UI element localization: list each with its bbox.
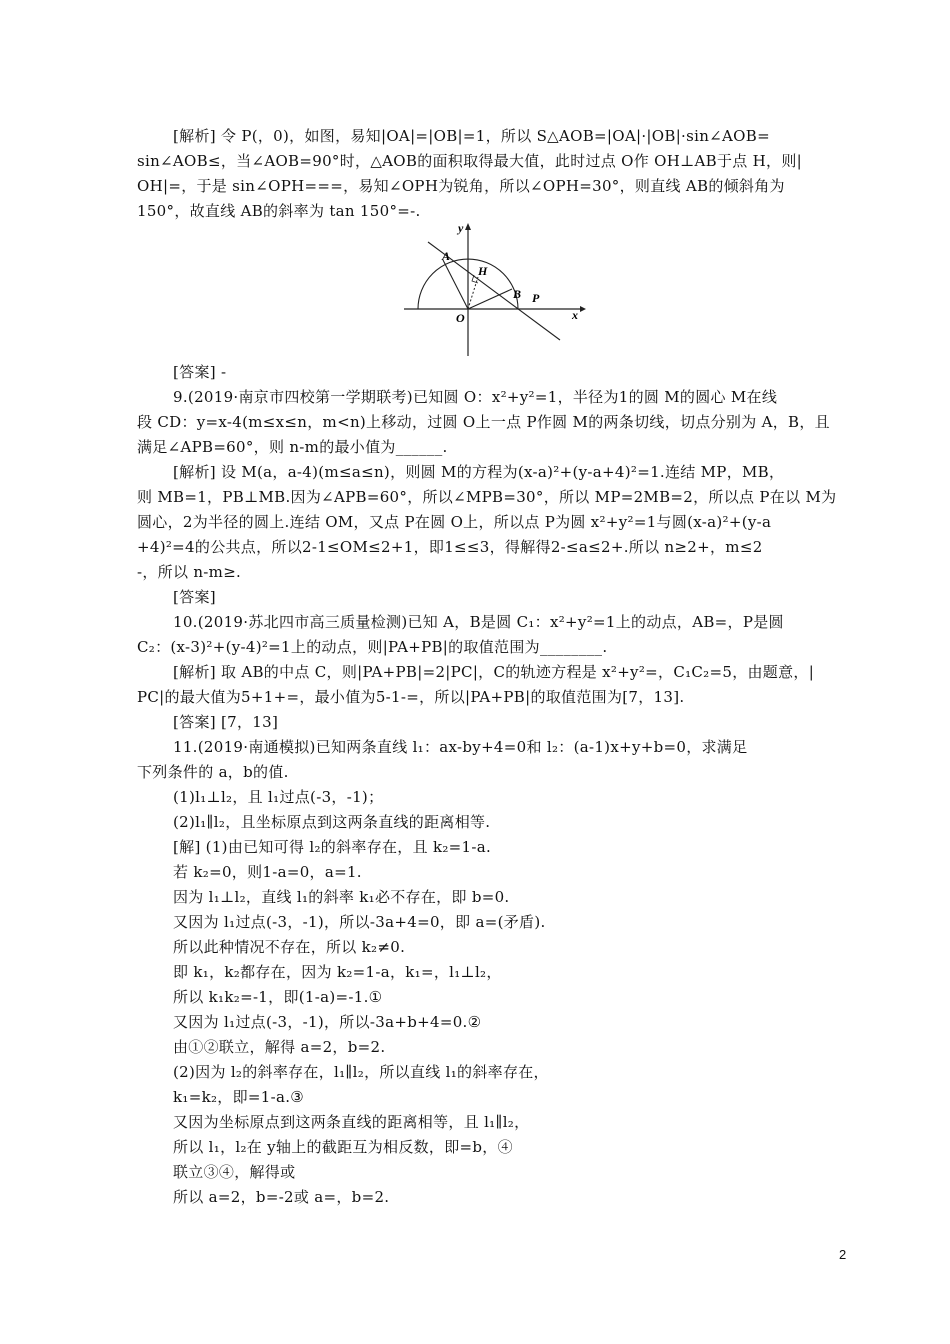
text-line: k₁=k₂，即=1-a.③: [173, 1088, 305, 1106]
label-b: B: [513, 287, 522, 301]
segment-oa: [443, 260, 468, 309]
text-line: PC|的最大值为5+1+=，最小值为5-1-=，所以|PA+PB|的取值范围为[7，13].: [137, 688, 685, 706]
text-line: 所以 k₁k₂=-1，即(1-a)=-1.①: [173, 988, 383, 1006]
page-number: 2: [839, 1247, 847, 1262]
text-line: 又因为 l₁过点(-3，-1)，所以-3a+4=0，即 a=(矛盾).: [173, 913, 546, 931]
text-line: 又因为坐标原点到这两条直线的距离相等，且 l₁∥l₂，: [173, 1113, 530, 1131]
label-y: y: [458, 221, 464, 235]
text-line: 由①②联立，解得 a=2，b=2.: [173, 1038, 386, 1056]
text-line: 10.(2019·苏北四市高三质量检测)已知 A，B是圆 C₁：x²+y²=1上的动点，AB=，P是圆: [173, 613, 784, 631]
text-line: -，所以 n-m≥.: [137, 563, 242, 581]
text-line: 9.(2019·南京市四校第一学期联考)已知圆 O：x²+y²=1，半径为1的圆 M的圆心 M在线: [173, 388, 778, 406]
text-line: 11.(2019·南通模拟)已知两条直线 l₁：ax-by+4=0和 l₂：(a-1)x+y+b=0，求满足: [173, 738, 748, 756]
text-line: 又因为 l₁过点(-3，-1)，所以-3a+b+4=0.②: [173, 1013, 482, 1031]
text-line: [解] (1)由已知可得 l₂的斜率存在，且 k₂=1-a.: [173, 838, 492, 856]
text-line: [答案] -: [173, 363, 227, 381]
text-line: 满足∠APB=60°，则 n-m的最小值为______.: [137, 438, 448, 456]
text-line: 150°，故直线 AB的斜率为 tan 150°=-.: [137, 202, 421, 220]
segment-oh: [468, 277, 478, 309]
text-line: 联立③④，解得或: [173, 1163, 296, 1181]
label-o: O: [456, 311, 465, 325]
text-line: 段 CD：y=x-4(m≤x≤n，m<n)上移动，过圆 O上一点 P作圆 M的两条切线，切点分别为 A，B，且: [137, 413, 830, 431]
text-line: OH|=，于是 sin∠OPH===，易知∠OPH为锐角，所以∠OPH=30°，则直线 AB的倾斜角为: [137, 177, 785, 195]
text-line: +4)²=4的公共点，所以2-1≤OM≤2+1，即1≤≤3，得解得2-≤a≤2+.所以 n≥2+，m≤2: [137, 538, 763, 556]
text-line: [解析] 令 P(，0)，如图，易知|OA|=|OB|=1，所以 S△AOB=|OA|·|OB|·sin∠AOB=: [173, 127, 770, 145]
geometry-figure: [400, 220, 590, 360]
text-line: [答案]: [173, 588, 216, 606]
text-line: 所以此种情况不存在，所以 k₂≠0.: [173, 938, 406, 956]
text-line: 圆心，2为半径的圆上.连结 OM，又点 P在圆 O上，所以点 P为圆 x²+y²=1与圆(x-a)²+(y-a: [137, 513, 772, 531]
text-line: [解析] 设 M(a，a-4)(m≤a≤n)，则圆 M的方程为(x-a)²+(y-a+4)²=1.连结 MP，MB，: [173, 463, 785, 481]
text-line: (2)l₁∥l₂，且坐标原点到这两条直线的距离相等.: [173, 813, 491, 831]
text-line: C₂：(x-3)²+(y-4)²=1上的动点，则|PA+PB|的取值范围为________.: [137, 638, 608, 656]
y-axis-arrow: [465, 223, 471, 230]
text-line: sin∠AOB≤，当∠AOB=90°时，△AOB的面积取得最大值，此时过点 O作 OH⊥AB于点 H，则|: [137, 152, 802, 170]
text-line: (2)因为 l₂的斜率存在，l₁∥l₂，所以直线 l₁的斜率存在，: [173, 1063, 549, 1081]
text-line: 即 k₁，k₂都存在，因为 k₂=1-a，k₁=，l₁⊥l₂，: [173, 963, 502, 981]
text-line: 则 MB=1，PB⊥MB.因为∠APB=60°，所以∠MPB=30°，所以 MP=2MB=2，所以点 P在以 M为: [137, 488, 837, 506]
text-line: 若 k₂=0，则1-a=0，a=1.: [173, 863, 362, 881]
label-a: A: [442, 249, 451, 263]
label-p: P: [532, 291, 540, 305]
text-line: 所以 a=2，b=-2或 a=，b=2.: [173, 1188, 390, 1206]
text-line: 下列条件的 a，b的值.: [137, 763, 289, 781]
text-line: 所以 l₁，l₂在 y轴上的截距互为相反数，即=b，④: [173, 1138, 513, 1156]
x-axis-arrow: [580, 306, 586, 312]
text-line: [答案] [7，13]: [173, 713, 279, 731]
text-line: (1)l₁⊥l₂，且 l₁过点(-3，-1)；: [173, 788, 384, 806]
label-h: H: [478, 264, 488, 278]
text-line: 因为 l₁⊥l₂，直线 l₁的斜率 k₁必不存在，即 b=0.: [173, 888, 510, 906]
label-x: x: [572, 308, 578, 322]
text-line: [解析] 取 AB的中点 C，则|PA+PB|=2|PC|，C的轨迹方程是 x²+y²=，C₁C₂=5，由题意，|: [173, 663, 815, 681]
